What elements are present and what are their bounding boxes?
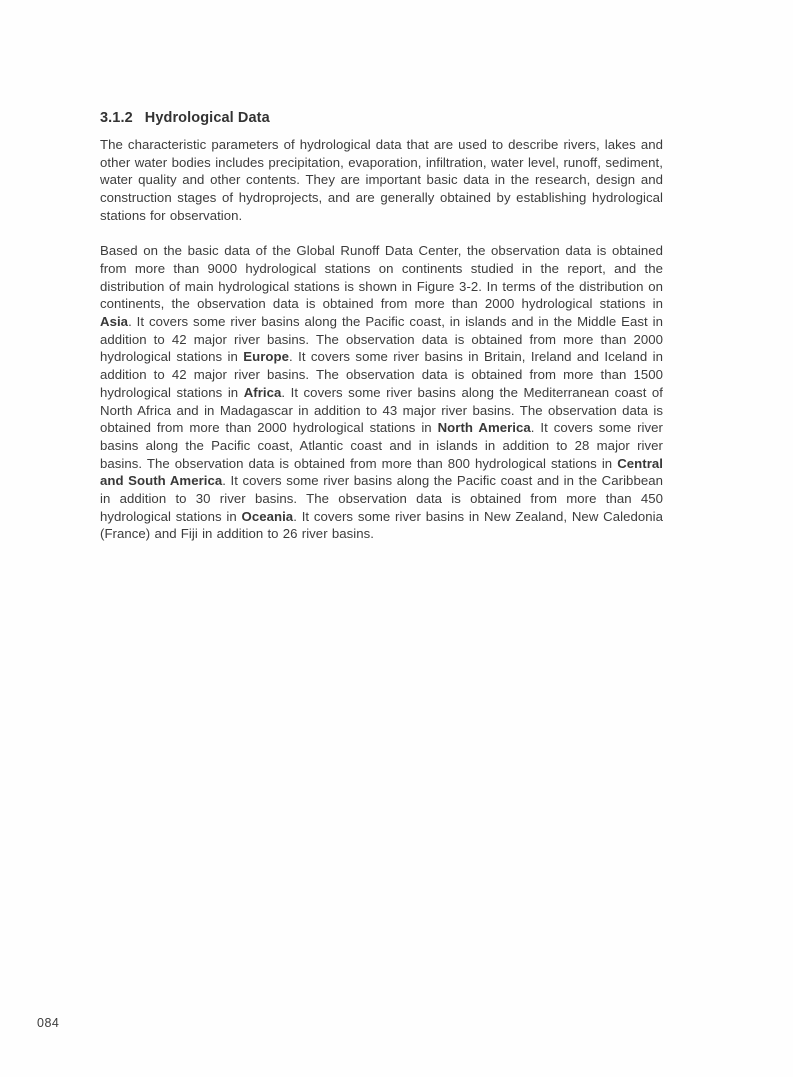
continent-name: Oceania — [241, 508, 294, 524]
paragraph-text: . It covers some river basins along the Pacific coast, Atlantic coast and in islands in addition to 28 major river basins. The observation data is obtained from more than 800 hydrological stations in — [100, 420, 663, 471]
continent-name: Central and South America — [100, 455, 663, 489]
continent-name: Asia — [100, 314, 129, 330]
page-number: 084 — [37, 1016, 60, 1030]
continent-name: Europe — [243, 349, 290, 365]
section-heading — [100, 110, 270, 126]
paragraph-text: . It covers some river basins along the Pacific coast, in islands and in the Middle East in addition to 42 major river basins. The observation data is obtained from more than 2000 hydrological stations in — [100, 314, 663, 365]
paragraph-text: . It covers some river basins along the Mediterranean coast of North Africa and in Madagascar in addition to 43 major river basins. The observation data is obtained from more than 2000 hydrological stations in — [100, 384, 664, 436]
paragraph-text: Based on the basic data of the Global Runoff Data Center, the observation data is obtained from more than 9000 hydrological stations on continents studied in the report, and the distribution of main hydrological stations is shown in Figure 3-2. In terms of the distribution on continents, the observation data is obtained from more than 2000 hydrological stations in — [100, 243, 663, 312]
paragraph-text: . It covers some river basins in New Zealand, New Caledonia (France) and Fiji in addition to 26 river basins. — [100, 508, 664, 542]
paragraph-text: . It covers some river basins along the Pacific coast and in the Caribbean in addition to 30 river basins. The observation data is obtained from more than 450 hydrological stations in — [100, 473, 663, 524]
section-title: Hydrological Data — [144, 110, 270, 126]
paragraph-text: The characteristic parameters of hydrological data that are used to describe rivers, lakes and other water bodies includes precipitation, evaporation, infiltration, water level, runoff, sediment, water quality and other contents. They are important basic data in the research, design and construction stages of hydroprojects, and are generally obtained by establishing hydrological stations for observation. — [100, 137, 663, 223]
paragraph — [100, 136, 663, 225]
body-text — [100, 136, 663, 561]
section-number: 3.1.2 — [100, 110, 133, 126]
continent-name: North America — [437, 420, 531, 436]
paragraph-text: . It covers some river basins in Britain, Ireland and Iceland in addition to 42 major river basins. The observation data is obtained from more than 1500 hydrological stations in — [100, 349, 664, 400]
continent-name: Africa — [243, 384, 282, 400]
paragraph — [100, 242, 663, 543]
